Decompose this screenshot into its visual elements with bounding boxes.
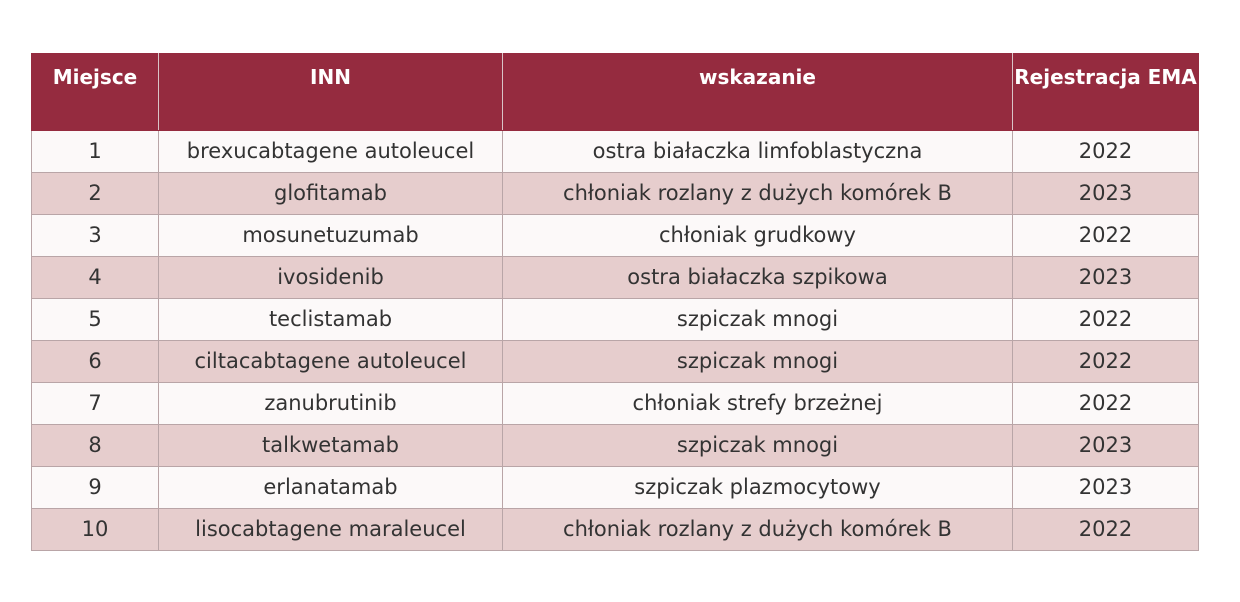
cell-ema-year: 2023	[1013, 257, 1199, 299]
cell-inn: erlanatamab	[159, 467, 503, 509]
table-body	[32, 131, 1199, 551]
table-row	[32, 383, 1199, 425]
cell-indication: chłoniak grudkowy	[503, 215, 1013, 257]
cell-rank: 7	[32, 383, 159, 425]
cell-inn: teclistamab	[159, 299, 503, 341]
drug-ranking-table-container	[31, 53, 1198, 551]
table-row	[32, 425, 1199, 467]
cell-rank: 10	[32, 509, 159, 551]
cell-inn: zanubrutinib	[159, 383, 503, 425]
cell-indication: chłoniak rozlany z dużych komórek B	[503, 173, 1013, 215]
cell-rank: 1	[32, 131, 159, 173]
table-header	[32, 54, 1199, 131]
cell-inn: brexucabtagene autoleucel	[159, 131, 503, 173]
header-row	[32, 54, 1199, 131]
cell-inn: glofitamab	[159, 173, 503, 215]
cell-ema-year: 2023	[1013, 467, 1199, 509]
cell-ema-year: 2022	[1013, 509, 1199, 551]
table-row	[32, 131, 1199, 173]
cell-inn: ciltacabtagene autoleucel	[159, 341, 503, 383]
table-row	[32, 257, 1199, 299]
cell-indication: szpiczak mnogi	[503, 425, 1013, 467]
cell-ema-year: 2022	[1013, 215, 1199, 257]
cell-rank: 6	[32, 341, 159, 383]
cell-indication: chłoniak strefy brzeżnej	[503, 383, 1013, 425]
cell-indication: ostra białaczka limfoblastyczna	[503, 131, 1013, 173]
cell-rank: 9	[32, 467, 159, 509]
header-indication: wskazanie	[503, 54, 1013, 131]
cell-indication: szpiczak mnogi	[503, 299, 1013, 341]
table-row	[32, 509, 1199, 551]
cell-rank: 8	[32, 425, 159, 467]
cell-ema-year: 2022	[1013, 131, 1199, 173]
cell-inn: talkwetamab	[159, 425, 503, 467]
cell-ema-year: 2023	[1013, 173, 1199, 215]
cell-inn: lisocabtagene maraleucel	[159, 509, 503, 551]
header-rank: Miejsce	[32, 54, 159, 131]
drug-ranking-table	[31, 53, 1199, 551]
cell-rank: 2	[32, 173, 159, 215]
table-row	[32, 341, 1199, 383]
table-row	[32, 299, 1199, 341]
cell-ema-year: 2022	[1013, 383, 1199, 425]
cell-indication: chłoniak rozlany z dużych komórek B	[503, 509, 1013, 551]
cell-indication: ostra białaczka szpikowa	[503, 257, 1013, 299]
cell-ema-year: 2022	[1013, 299, 1199, 341]
header-ema-registration: Rejestracja EMA	[1013, 54, 1199, 131]
cell-rank: 5	[32, 299, 159, 341]
cell-inn: ivosidenib	[159, 257, 503, 299]
cell-rank: 3	[32, 215, 159, 257]
header-inn: INN	[159, 54, 503, 131]
cell-inn: mosunetuzumab	[159, 215, 503, 257]
cell-ema-year: 2022	[1013, 341, 1199, 383]
cell-ema-year: 2023	[1013, 425, 1199, 467]
cell-rank: 4	[32, 257, 159, 299]
cell-indication: szpiczak mnogi	[503, 341, 1013, 383]
table-row	[32, 173, 1199, 215]
cell-indication: szpiczak plazmocytowy	[503, 467, 1013, 509]
table-row	[32, 215, 1199, 257]
table-row	[32, 467, 1199, 509]
